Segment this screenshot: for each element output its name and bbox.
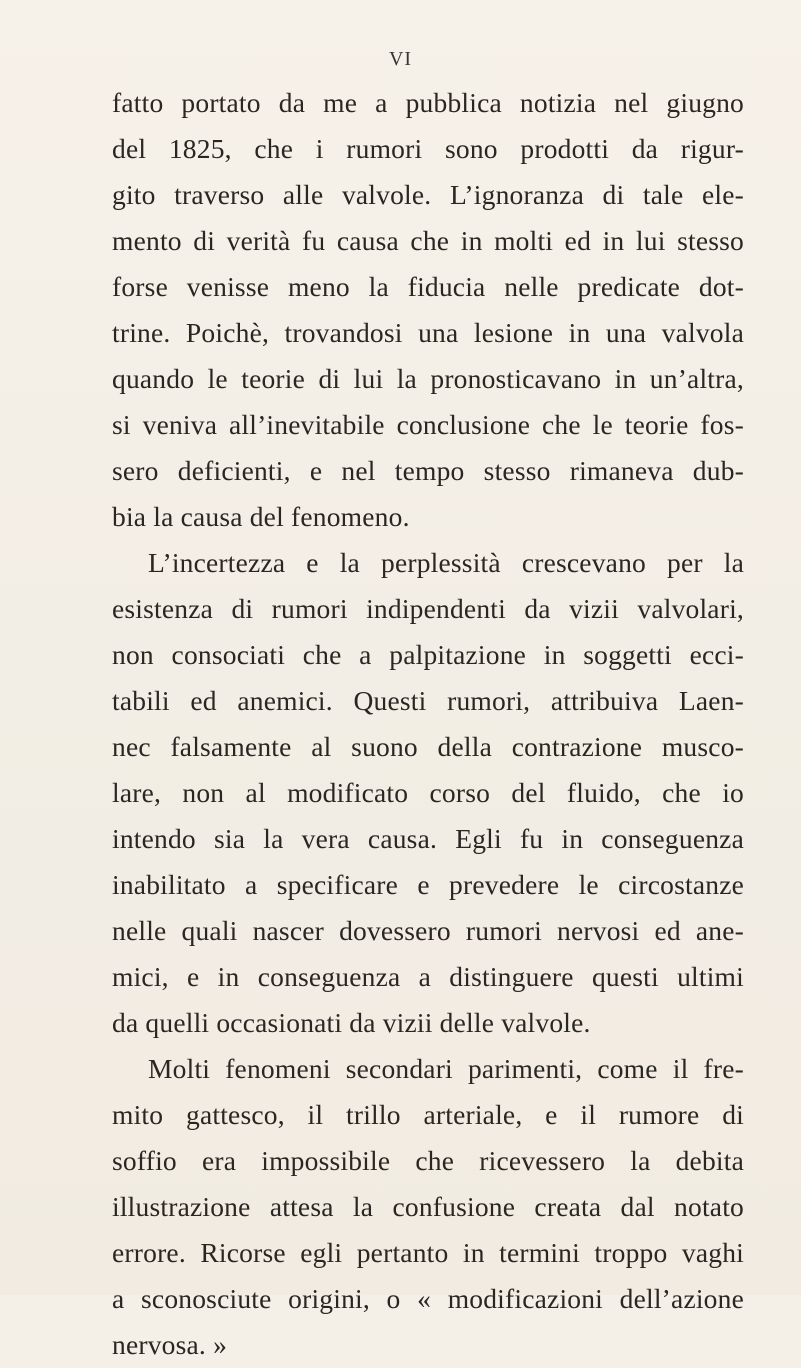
text-line: tabili ed anemici. Questi rumori, attribuiva Laen- xyxy=(112,685,744,716)
text-line: trine. Poichè, trovandosi una lesione in una valvola xyxy=(112,317,744,348)
text-line: sero deficienti, e nel tempo stesso rimaneva dub- xyxy=(112,455,744,486)
text-line: nelle quali nascer dovessero rumori nervosi ed ane- xyxy=(112,915,744,946)
text-line: da quelli occasionati da vizii delle valvole. xyxy=(112,1007,591,1038)
text-line: Molti fenomeni secondari parimenti, come il fre- xyxy=(148,1053,744,1084)
text-line: L’incertezza e la perplessità crescevano per la xyxy=(148,547,744,578)
text-line: quando le teorie di lui la pronosticavano in un’altra, xyxy=(112,363,744,394)
text-line: nec falsamente al suono della contrazione musco- xyxy=(112,731,744,762)
text-line: illustrazione attesa la confusione creata dal notato xyxy=(112,1191,744,1222)
text-line: fatto portato da me a pubblica notizia nel giugno xyxy=(112,87,744,118)
text-line: mito gattesco, il trillo arteriale, e il rumore di xyxy=(112,1099,744,1130)
text-line: esistenza di rumori indipendenti da vizii valvolari, xyxy=(112,593,744,624)
text-line: mento di verità fu causa che in molti ed in lui stesso xyxy=(112,225,744,256)
text-line: mici, e in conseguenza a distinguere questi ultimi xyxy=(112,961,744,992)
text-line: bia la causa del fenomeno. xyxy=(112,501,410,532)
text-line: si veniva all’inevitabile conclusione che le teorie fos- xyxy=(112,409,744,440)
text-line: gito traverso alle valvole. L’ignoranza di tale ele- xyxy=(112,179,744,210)
text-line: lare, non al modificato corso del fluido, che io xyxy=(112,777,744,808)
text-line: inabilitato a specificare e prevedere le circostanze xyxy=(112,869,744,900)
page-number: VI xyxy=(388,48,413,70)
text-line: errore. Ricorse egli pertanto in termini troppo vaghi xyxy=(112,1237,744,1268)
text-line: forse venisse meno la fiducia nelle predicate dot- xyxy=(112,271,744,302)
body-text xyxy=(112,80,744,1368)
text-line: soffio era impossibile che ricevessero la debita xyxy=(112,1145,744,1176)
text-line: intendo sia la vera causa. Egli fu in conseguenza xyxy=(112,823,744,854)
text-line: del 1825, che i rumori sono prodotti da rigur- xyxy=(112,133,744,164)
text-line: nervosa. » xyxy=(112,1329,228,1360)
text-line: a sconosciute origini, o « modificazioni dell’azione xyxy=(112,1283,744,1314)
text-line: non consociati che a palpitazione in soggetti ecci- xyxy=(112,639,744,670)
